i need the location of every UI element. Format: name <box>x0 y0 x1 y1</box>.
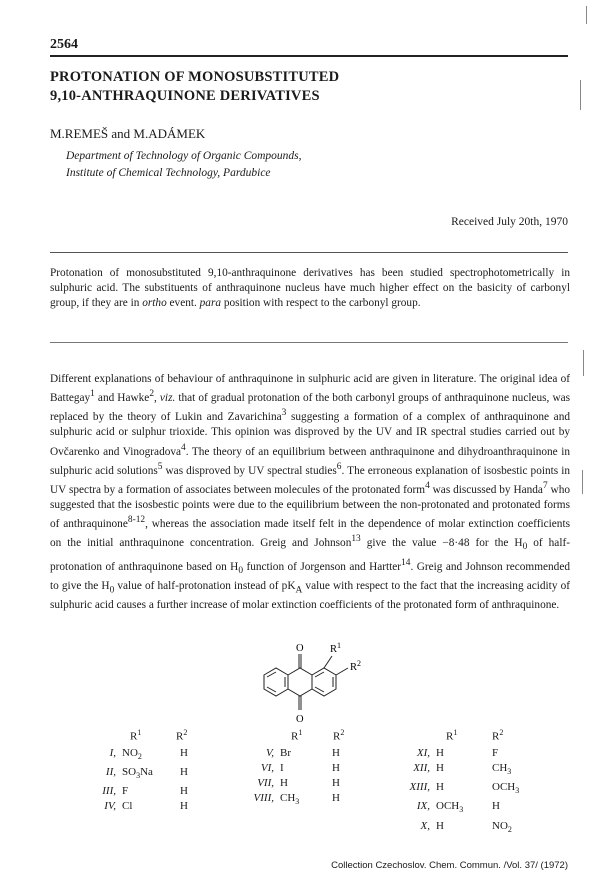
substituent-table-2 <box>236 746 372 810</box>
r2-value: $OCH_3$ <box>492 781 520 796</box>
substituent-table-1 <box>78 746 220 814</box>
body-text: , <box>154 392 160 405</box>
r1-value: $NO_2$ <box>122 747 142 762</box>
affiliation <box>66 148 302 182</box>
anthraquinone-structure <box>250 640 390 730</box>
r1-value: $CH_3$ <box>280 792 300 807</box>
r2-value: H <box>180 747 188 759</box>
body-text: . Greig and Johnson recommended to give the H <box>50 560 570 592</box>
r2-value: H <box>180 766 188 779</box>
table-row <box>236 746 372 761</box>
r2-value: $NO_2$ <box>492 819 512 834</box>
body-text: . The theory of an equilibrium between anthraquinone and dihydroanthraquinone in sulphuric acid solutions <box>50 445 570 477</box>
ref-superscript: 3 <box>281 408 287 419</box>
r1-label: $R^1$ <box>330 641 342 655</box>
table-row <box>78 746 220 765</box>
abstract-top-rule <box>50 252 568 253</box>
col3-header-r2: $R^2$ <box>492 728 504 743</box>
col1-header-r1: $R^1$ <box>130 728 142 743</box>
abstract-text: position with respect to the carbonyl group. <box>221 297 421 309</box>
abstract-text: event. <box>166 297 200 309</box>
compound-number: X, <box>420 819 430 832</box>
title-line-2: 9,10-ANTHRAQUINONE DERIVATIVES <box>50 88 320 104</box>
r1-value: $OCH_3$ <box>436 800 464 815</box>
table-row <box>392 746 542 761</box>
body-text: that of gradual protonation of the both carbonyl groups of anthraquinone nucleus, was replaced by the theory of Lukin and Zavarichina <box>50 392 571 424</box>
oxygen-top: O <box>296 643 304 654</box>
r2-value: H <box>492 800 500 813</box>
r1-value: $SO_3Na$ <box>122 766 153 781</box>
subscript: A <box>295 585 303 596</box>
compound-number: II, <box>105 766 116 779</box>
affiliation-line-1: Department of Technology of Organic Compounds, <box>66 150 302 162</box>
authors: M.REMEŠ and M.ADÁMEK <box>50 126 206 141</box>
r2-value: H <box>332 792 340 804</box>
ref-superscript: 4 <box>181 442 186 453</box>
title-line-1: PROTONATION OF MONOSUBSTITUTED <box>50 69 340 85</box>
ref-superscript: 8-12 <box>127 515 146 526</box>
scan-mark <box>583 350 584 376</box>
ref-superscript: 5 <box>157 461 163 472</box>
compound-number: V, <box>265 747 274 759</box>
compound-number: VII, <box>257 777 274 789</box>
r1-value: H <box>280 777 288 789</box>
r2-label: $R^2$ <box>350 659 362 673</box>
body-text: and Hawke <box>94 392 150 405</box>
scan-mark <box>580 80 581 110</box>
page-number: 2564 <box>50 37 78 52</box>
paper-title <box>50 68 550 106</box>
substituent-table-3 <box>392 746 542 838</box>
compound-number: I, <box>109 747 116 759</box>
compound-number: IX, <box>416 800 430 813</box>
abstract-bottom-rule <box>50 342 568 343</box>
r2-value: F <box>492 747 499 759</box>
received-date: Received July 20th, 1970 <box>451 216 568 228</box>
oxygen-bottom: O <box>296 714 304 725</box>
ref-superscript: 4 <box>425 480 430 491</box>
compound-number: VIII, <box>253 792 274 804</box>
subscript: 0 <box>109 585 115 596</box>
compound-number: XI, <box>416 747 430 759</box>
middle-ring <box>288 668 312 696</box>
r1-value: Cl <box>122 800 133 813</box>
col3-header-r1: $R^1$ <box>446 728 458 743</box>
subscript: 0 <box>238 565 244 576</box>
abstract-text: Protonation of monosubstituted 9,10-anthraquinone derivatives has been studied spectrophotometrically in sulphuric acid. The substituents of anthraquinone nucleus have much higher effect on the basicity of carbonyl group, if they are in <box>50 267 570 309</box>
table-row <box>392 799 542 818</box>
ref-superscript: 2 <box>149 389 155 400</box>
table-row <box>236 776 372 791</box>
body-text: . The erroneous explanation of isosbestic points in UV spectra by a formation of associates between molecules of the protonated form <box>50 464 571 496</box>
ref-superscript: 6 <box>336 461 342 472</box>
compound-number: XII, <box>413 762 430 774</box>
body-italic: viz. <box>159 392 176 405</box>
compound-number: VI, <box>260 762 274 774</box>
body-text: was discussed by Handa <box>429 483 543 496</box>
r1-value: F <box>122 785 129 798</box>
r2-value: H <box>332 777 340 789</box>
body-text: function of Jorgenson and Hartter <box>243 560 402 573</box>
ref-superscript: 13 <box>351 534 361 545</box>
ref-superscript: 14 <box>401 557 411 568</box>
ref-superscript: 7 <box>542 480 548 491</box>
body-text: value with respect to the fact that the increasing acidity of sulphuric acid causes a further increase of molar extinction coefficients of the protonated form of anthraquinone. <box>50 579 570 612</box>
compound-number: III, <box>102 785 116 798</box>
body-text: of half-protonation of anthraquinone based on H <box>50 537 570 573</box>
r2-value: $CH_3$ <box>492 762 512 777</box>
table-row <box>78 799 220 814</box>
col1-header-r2: $R^2$ <box>176 728 188 743</box>
compound-number: XIII, <box>409 781 430 794</box>
table-row <box>236 791 372 810</box>
r1-value: H <box>436 747 444 759</box>
header-rule <box>50 55 568 57</box>
scan-mark <box>586 6 587 24</box>
col2-header-r1: $R^1$ <box>291 728 303 743</box>
table-row <box>392 761 542 780</box>
scan-mark <box>582 470 583 494</box>
body-text: , whereas the association made itself felt in the dependence of molar extinction coefficients on the initial anthraquinone concentration. Greig and Johnson <box>50 517 570 550</box>
body-text: give the value −8·48 for the H <box>360 537 523 550</box>
abstract-para: para <box>199 297 221 309</box>
r2-value: H <box>180 800 188 813</box>
r1-value: H <box>436 819 444 832</box>
r1-value: H <box>436 762 444 774</box>
ref-superscript: 1 <box>90 389 95 400</box>
affiliation-line-2: Institute of Chemical Technology, Pardubice <box>66 167 271 179</box>
r2-value: H <box>180 785 188 798</box>
table-row <box>236 761 372 776</box>
body-text: value of half-protonation instead of pK <box>114 579 296 592</box>
subscript: 0 <box>522 542 528 553</box>
journal-footer: Collection Czechoslov. Chem. Commun. /Vol. 37/ (1972) <box>331 860 568 871</box>
table-row <box>78 765 220 784</box>
r1-value: I <box>280 762 284 774</box>
col2-header-r2: $R^2$ <box>333 728 345 743</box>
body-text: was disproved by UV spectral studies <box>162 464 337 477</box>
compound-number: IV, <box>104 800 116 813</box>
body-text: suggesting a formation of a complex of anthraquinone and sulphuric acid or sulphur trioxide. This opinion was disproved by the UV and IR spectral studies carried out by Ovčarenko and Vinogradova <box>50 411 570 458</box>
table-row <box>392 819 542 838</box>
r2-value: H <box>332 762 340 774</box>
r1-value: H <box>436 781 444 794</box>
body-text: Different explanations of behaviour of anthraquinone in sulphuric acid are given in literature. The original idea of Battegay <box>50 373 570 405</box>
body-paragraph <box>50 372 570 614</box>
body-text: who suggested that the isosbestic points were due to the equilibrium between the non-protonated and protonated forms of anthraquinone <box>50 483 570 530</box>
abstract-ortho: ortho <box>142 297 167 309</box>
abstract <box>50 266 570 311</box>
r2-value: H <box>332 747 340 759</box>
table-row <box>78 784 220 799</box>
r1-value: Br <box>280 747 291 759</box>
table-row <box>392 780 542 799</box>
